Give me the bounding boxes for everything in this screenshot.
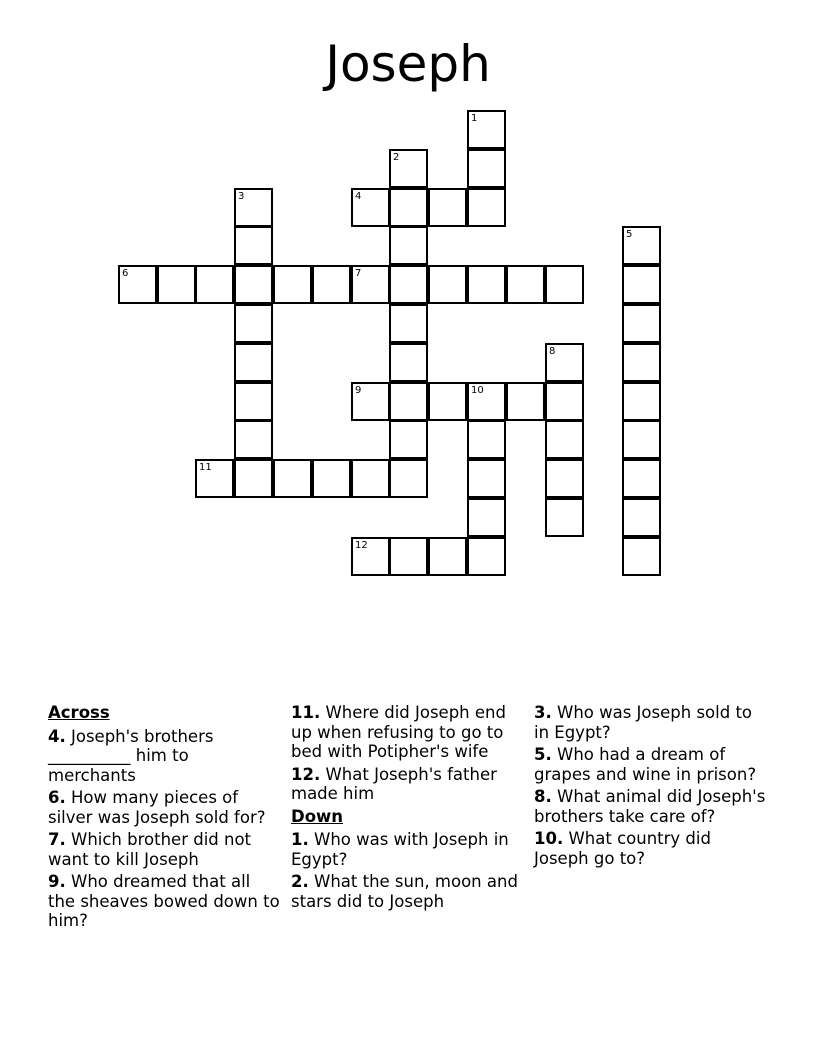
grid-cell[interactable] (622, 537, 661, 576)
grid-cell[interactable] (622, 226, 661, 265)
grid-cell[interactable] (545, 459, 584, 498)
grid-cell[interactable] (351, 537, 390, 576)
grid-cell[interactable] (234, 343, 273, 382)
clue-number: 8 (549, 346, 556, 357)
grid-cell[interactable] (428, 537, 467, 576)
grid-cell[interactable] (351, 188, 390, 227)
grid-cell[interactable] (622, 382, 661, 421)
clue-number: 1 (471, 113, 478, 124)
puzzle-title: Joseph (325, 35, 491, 93)
clue-down-3: 3. Who was Joseph sold to in Egypt? (534, 703, 753, 742)
clue-number: 4 (355, 191, 362, 202)
grid-cell[interactable] (351, 459, 390, 498)
grid-cell[interactable] (545, 382, 584, 421)
grid-cell[interactable] (506, 265, 545, 304)
grid-cell[interactable] (195, 459, 234, 498)
clue-down-10: 10. What country did Joseph go to? (534, 829, 711, 868)
grid-cell[interactable] (622, 343, 661, 382)
clue-down-5: 5. Who had a dream of grapes and wine in prison? (534, 745, 757, 784)
clue-across-7: 7. Which brother did not want to kill Joseph (48, 830, 252, 869)
clue-down-1: 1. Who was with Joseph in Egypt? (291, 830, 509, 869)
grid-cell[interactable] (312, 459, 351, 498)
clue-number: 9 (355, 385, 362, 396)
clue-number: 12 (355, 540, 368, 551)
grid-cell[interactable] (389, 188, 428, 227)
grid-cell[interactable] (622, 304, 661, 343)
grid-cell[interactable] (467, 498, 506, 537)
grid-cell[interactable] (467, 382, 506, 421)
grid-cell[interactable] (389, 459, 428, 498)
clue-across-12: 12. What Joseph's father made him (291, 764, 497, 803)
clue-number: 6 (122, 268, 129, 279)
grid-cell[interactable] (428, 382, 467, 421)
grid-cell[interactable] (234, 226, 273, 265)
grid-cell[interactable] (234, 188, 273, 227)
grid-cell[interactable] (389, 537, 428, 576)
grid-cell[interactable] (506, 382, 545, 421)
grid-cell[interactable] (545, 498, 584, 537)
grid-cell[interactable] (234, 304, 273, 343)
clue-number: 11 (199, 462, 212, 473)
clue-number: 5 (626, 229, 633, 240)
clue-column-3 (534, 703, 766, 871)
grid-cell[interactable] (389, 149, 428, 188)
grid-cell[interactable] (389, 304, 428, 343)
grid-cell[interactable] (234, 420, 273, 459)
clue-number: 7 (355, 268, 362, 279)
grid-cell[interactable] (389, 226, 428, 265)
grid-cell[interactable] (622, 265, 661, 304)
grid-cell[interactable] (273, 459, 312, 498)
grid-cell[interactable] (622, 420, 661, 459)
clue-number: 10 (471, 385, 484, 396)
clue-down-8: 8. What animal did Joseph's brothers take care of? (534, 787, 766, 826)
grid-cell[interactable] (467, 149, 506, 188)
grid-cell[interactable] (467, 420, 506, 459)
grid-cell[interactable] (545, 343, 584, 382)
down-heading: Down (291, 806, 344, 826)
clue-column-1 (48, 703, 280, 934)
grid-cell[interactable] (467, 265, 506, 304)
grid-cell[interactable] (157, 265, 196, 304)
grid-cell[interactable] (428, 188, 467, 227)
clue-number: 3 (238, 191, 245, 202)
clue-number: 2 (393, 152, 400, 163)
clue-down-2: 2. What the sun, moon and stars did to Joseph (291, 872, 518, 911)
clue-across-6: 6. How many pieces of silver was Joseph sold for? (48, 788, 266, 827)
clue-across-4: 4. Joseph's brothers __________ him to merchants (48, 726, 214, 785)
grid-cell[interactable] (467, 459, 506, 498)
grid-cell[interactable] (545, 265, 584, 304)
clue-column-2 (291, 703, 523, 914)
grid-cell[interactable] (273, 265, 312, 304)
grid-cell[interactable] (351, 382, 390, 421)
grid-cell[interactable] (389, 265, 428, 304)
grid-cell[interactable] (622, 459, 661, 498)
grid-cell[interactable] (428, 265, 467, 304)
grid-cell[interactable] (195, 265, 234, 304)
clue-across-9: 9. Who dreamed that all the sheaves bowed down to him? (48, 872, 280, 930)
grid-cell[interactable] (467, 537, 506, 576)
grid-cell[interactable] (234, 382, 273, 421)
grid-cell[interactable] (389, 382, 428, 421)
grid-cell[interactable] (467, 110, 506, 149)
grid-cell[interactable] (389, 420, 428, 459)
across-heading: Across (48, 703, 110, 722)
grid-cell[interactable] (234, 459, 273, 498)
grid-cell[interactable] (545, 420, 584, 459)
grid-cell[interactable] (312, 265, 351, 304)
grid-cell[interactable] (467, 188, 506, 227)
grid-cell[interactable] (351, 265, 390, 304)
grid-cell[interactable] (389, 343, 428, 382)
grid-cell[interactable] (622, 498, 661, 537)
grid-cell[interactable] (118, 265, 157, 304)
grid-cell[interactable] (234, 265, 273, 304)
clue-across-11: 11. Where did Joseph end up when refusing to go to bed with Potipher's wife (291, 703, 506, 761)
